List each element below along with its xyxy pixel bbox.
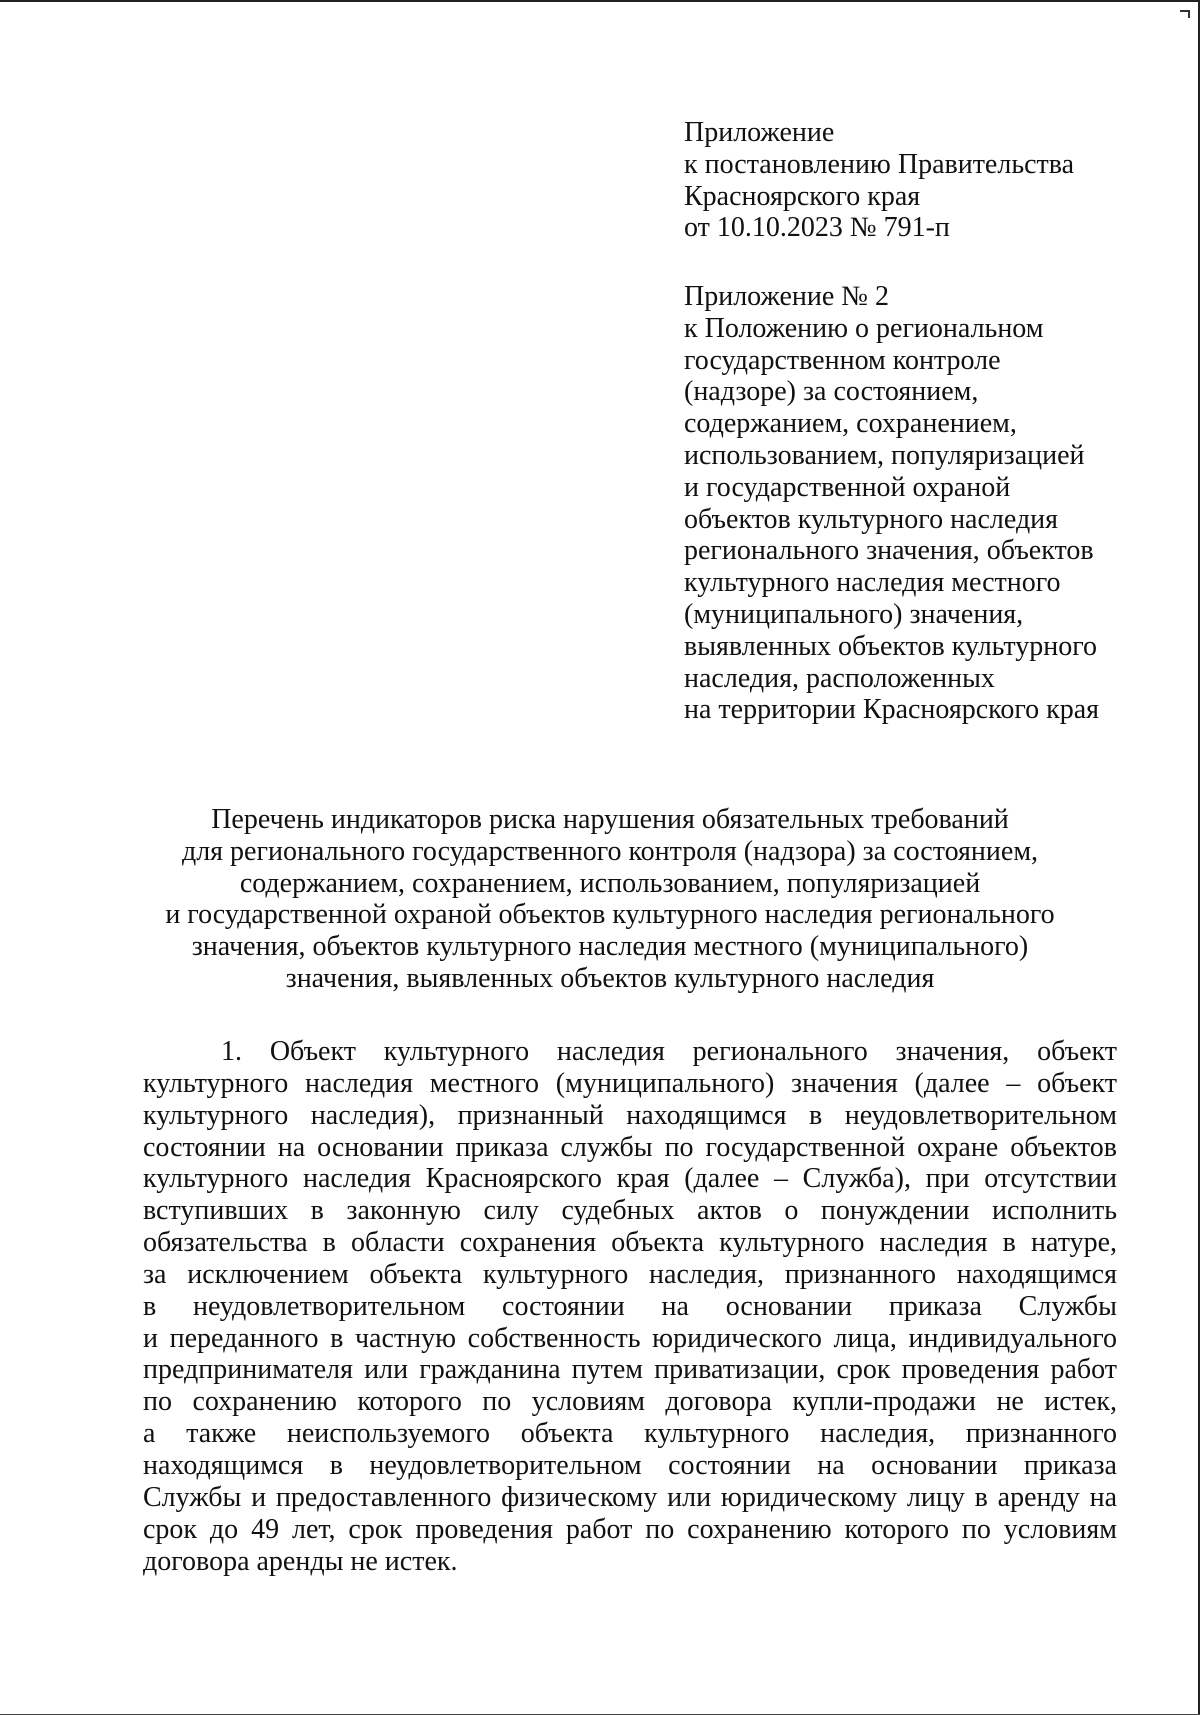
- paragraph-line: 1. Объект культурного наследия регионального значения, объект: [221, 1036, 1117, 1067]
- title-line: содержанием, сохранением, использованием, популяризацией: [239, 867, 981, 899]
- title-line: и государственной охраной объектов культурного наследия регионального: [165, 899, 1055, 931]
- appendix-2-line: государственном контроле: [684, 344, 1001, 376]
- paragraph-line: вступивших в законную силу судебных актов о понуждении исполнить: [143, 1195, 1117, 1227]
- paragraph-line: за исключением объекта культурного наследия, признанного находящимся: [143, 1258, 1117, 1290]
- title-line: значения, объектов культурного наследия местного (муниципального): [191, 931, 1029, 963]
- paragraph-line: договора аренды не истек.: [143, 1545, 458, 1577]
- paragraph-line: культурного наследия Красноярского края (далее – Служба), при отсутствии: [143, 1163, 1117, 1195]
- paragraph-line: находящимся в неудовлетворительном состоянии на основании приказа: [143, 1449, 1117, 1481]
- paragraph-line: предпринимателя или гражданина путем приватизации, срок проведения работ: [143, 1354, 1117, 1386]
- appendix-2-line: регионального значения, объектов: [684, 535, 1094, 567]
- document-title: [120, 804, 1100, 995]
- appendix-2-line: использованием, популяризацией: [684, 439, 1085, 471]
- appendix-header-date-line: от 10.10.2023 № 791-п: [684, 212, 950, 244]
- appendix-2-line: (надзоре) за состоянием,: [684, 376, 979, 408]
- paragraph-line: культурного наследия), признанный находящимся в неудовлетворительном: [143, 1099, 1117, 1131]
- paragraph-line: и переданного в частную собственность юридического лица, индивидуального: [143, 1322, 1117, 1354]
- appendix-2-line: на территории Красноярского края: [684, 694, 1100, 726]
- paragraph-line: состоянии на основании приказа службы по государственной охране объектов: [143, 1131, 1117, 1163]
- appendix-2-line: содержанием, сохранением,: [684, 408, 1017, 440]
- paragraph-line: Службы и предоставленного физическому или юридическому лицу в аренду на: [143, 1481, 1117, 1513]
- paragraph-line: обязательства в области сохранения объекта культурного наследия в натуре,: [143, 1227, 1117, 1259]
- appendix-header-line: Приложение: [684, 117, 835, 148]
- title-line: Перечень индикаторов риска нарушения обязательных требований: [211, 804, 1009, 835]
- paragraph-line: срок до 49 лет, срок проведения работ по сохранению которого по условиям: [143, 1513, 1117, 1545]
- appendix-2-line: и государственной охраной: [684, 471, 1011, 503]
- appendix-2-line: наследия, расположенных: [684, 662, 995, 694]
- appendix-2-header: [684, 281, 1099, 726]
- title-line: для регионального государственного контроля (надзора) за состоянием,: [181, 835, 1039, 867]
- paragraph-1: [143, 1036, 1117, 1577]
- appendix-header-line: к постановлению Правительства: [684, 148, 1075, 180]
- appendix-2-line: выявленных объектов культурного: [684, 630, 1098, 662]
- appendix-2-line: культурного наследия местного: [684, 567, 1061, 599]
- appendix-2-line: к Положению о региональном: [684, 312, 1044, 344]
- scan-edge-top: [0, 0, 1200, 2]
- appendix-2-line: (муниципального) значения,: [684, 598, 1024, 630]
- paragraph-line: в неудовлетворительном состоянии на основании приказа Службы: [143, 1290, 1117, 1322]
- scan-corner-mark: [1180, 10, 1190, 18]
- paragraph-line: культурного наследия местного (муниципального) значения (далее – объект: [143, 1067, 1117, 1099]
- paragraph-line: по сохранению которого по условиям договора купли-продажи не истек,: [143, 1386, 1117, 1418]
- paragraph-line: а также неиспользуемого объекта культурного наследия, признанного: [143, 1418, 1117, 1450]
- appendix-2-line: объектов культурного наследия: [684, 503, 1059, 535]
- appendix-2-line: Приложение № 2: [684, 281, 889, 312]
- appendix-header-line: Красноярского края: [684, 180, 921, 212]
- title-line: значения, выявленных объектов культурного наследия: [285, 962, 935, 994]
- appendix-header: [684, 117, 1074, 244]
